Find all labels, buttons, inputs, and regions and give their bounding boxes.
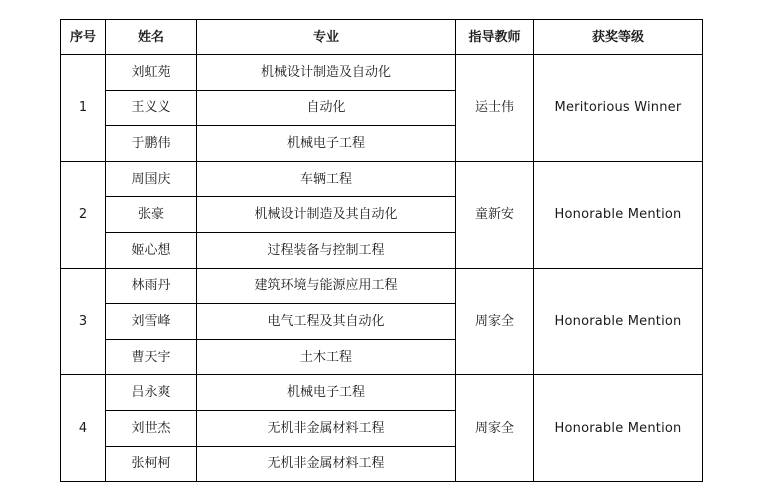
member-name: 张豪 [106, 197, 197, 233]
member-name: 刘虹苑 [106, 55, 197, 91]
member-name: 周国庆 [106, 161, 197, 197]
member-major: 自动化 [197, 90, 456, 126]
group-award: Meritorious Winner [534, 55, 703, 162]
member-name: 吕永爽 [106, 375, 197, 411]
member-name: 张柯柯 [106, 446, 197, 482]
group-seq: 3 [61, 268, 106, 375]
award-table-container [60, 19, 703, 482]
group-award: Honorable Mention [534, 268, 703, 375]
member-major: 无机非金属材料工程 [197, 410, 456, 446]
table-header-row [61, 20, 703, 55]
member-major: 土木工程 [197, 339, 456, 375]
member-major: 机械设计制造及其自动化 [197, 197, 456, 233]
member-name: 刘雪峰 [106, 304, 197, 340]
group-advisor: 周家全 [456, 268, 534, 375]
table-row [61, 55, 703, 91]
member-name: 刘世杰 [106, 410, 197, 446]
header-name: 姓名 [106, 20, 197, 55]
group-advisor: 运士伟 [456, 55, 534, 162]
header-major: 专业 [197, 20, 456, 55]
member-major: 车辆工程 [197, 161, 456, 197]
member-major: 机械电子工程 [197, 375, 456, 411]
member-major: 无机非金属材料工程 [197, 446, 456, 482]
member-major: 机械设计制造及自动化 [197, 55, 456, 91]
member-name: 曹天宇 [106, 339, 197, 375]
table-row [61, 268, 703, 304]
table-row [61, 161, 703, 197]
group-seq: 2 [61, 161, 106, 268]
group-advisor: 童新安 [456, 161, 534, 268]
member-name: 于鹏伟 [106, 126, 197, 162]
member-name: 王义义 [106, 90, 197, 126]
member-name: 姬心想 [106, 232, 197, 268]
group-seq: 1 [61, 55, 106, 162]
header-award: 获奖等级 [534, 20, 703, 55]
member-name: 林雨丹 [106, 268, 197, 304]
member-major: 机械电子工程 [197, 126, 456, 162]
member-major: 建筑环境与能源应用工程 [197, 268, 456, 304]
member-major: 电气工程及其自动化 [197, 304, 456, 340]
group-seq: 4 [61, 375, 106, 482]
group-advisor: 周家全 [456, 375, 534, 482]
header-advisor: 指导教师 [456, 20, 534, 55]
member-major: 过程装备与控制工程 [197, 232, 456, 268]
group-award: Honorable Mention [534, 375, 703, 482]
award-table [60, 19, 703, 482]
group-award: Honorable Mention [534, 161, 703, 268]
header-seq: 序号 [61, 20, 106, 55]
table-row [61, 375, 703, 411]
